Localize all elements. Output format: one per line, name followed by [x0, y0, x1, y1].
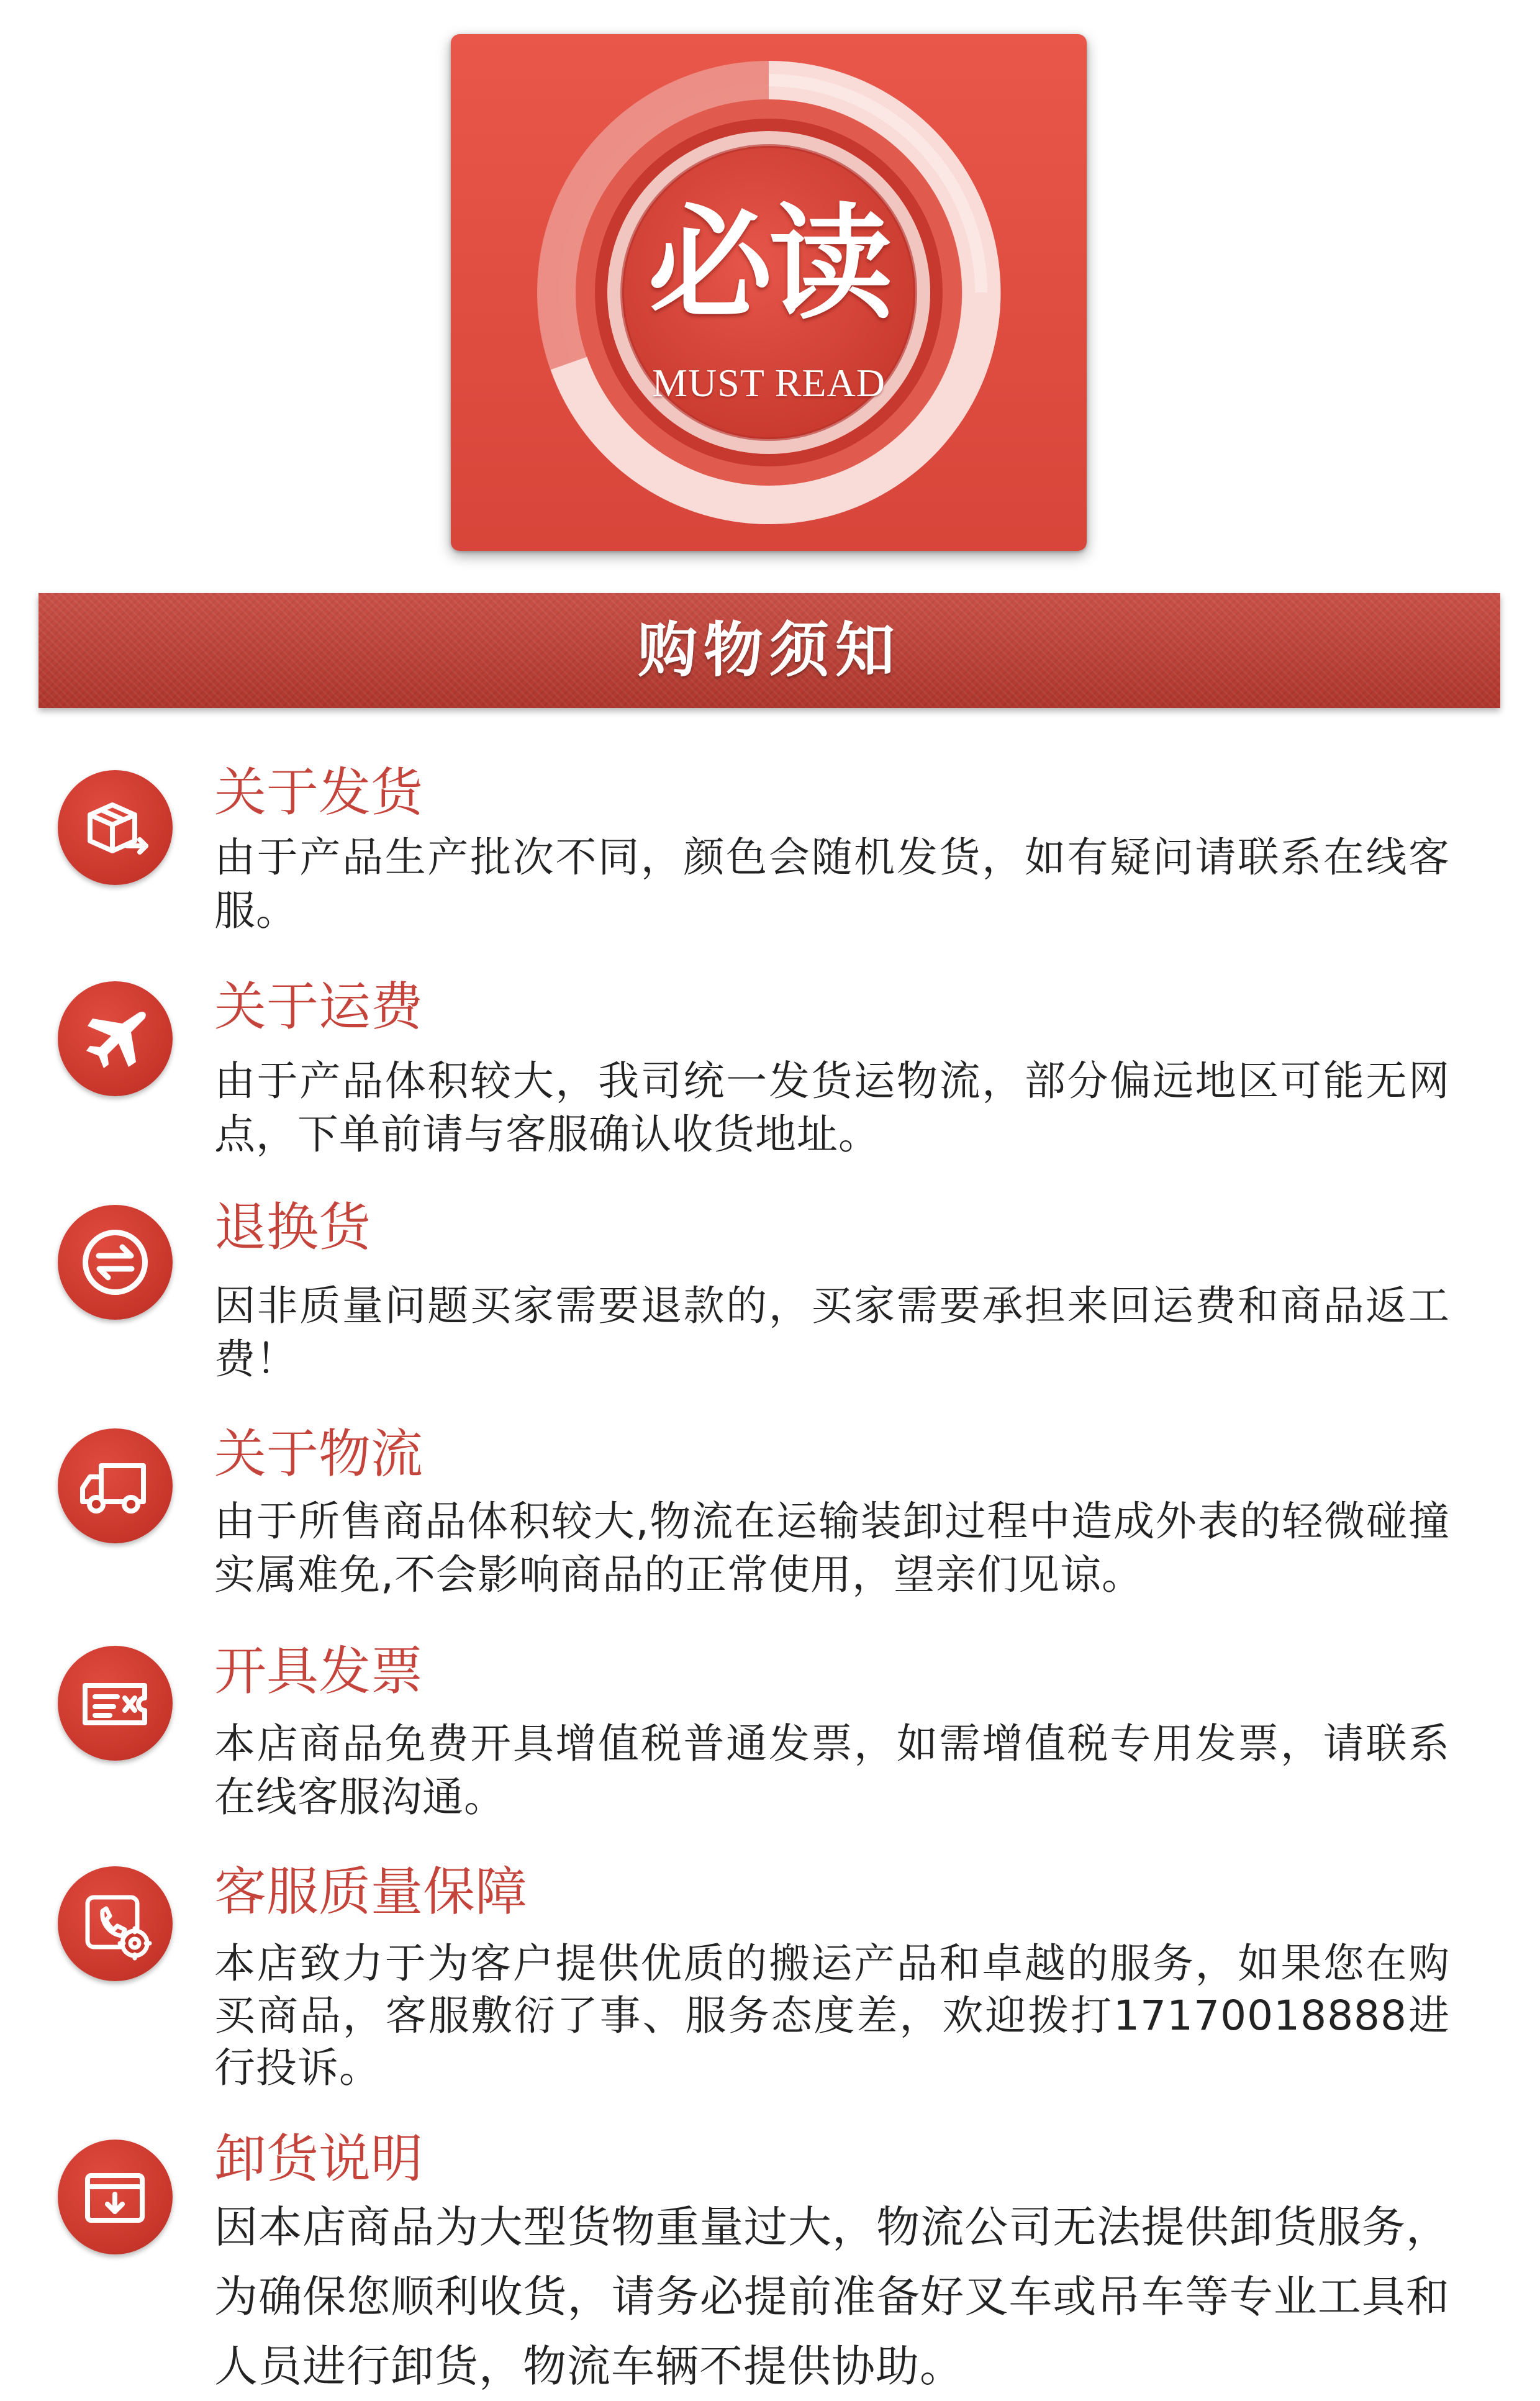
airplane-icon: [58, 981, 173, 1096]
item-title: 退换货: [214, 1197, 371, 1258]
item-description: 因本店商品为大型货物重量过大，物流公司无法提供卸货服务，为确保您顺利收货，请务必提前准备好叉车或吊车等专业工具和人员进行卸货，物流车辆不提供协助。: [214, 2202, 1450, 2392]
item-title: 客服质量保障: [214, 1861, 528, 1922]
invoice-ticket-icon: [58, 1646, 173, 1761]
item-description: 本店致力于为客户提供优质的搬运产品和卓越的服务，如果您在购买商品，客服敷衍了事、服务态度差，欢迎拨打17170018888进行投诉。: [214, 1940, 1450, 2092]
item-title: 卸货说明: [214, 2128, 424, 2189]
exchange-icon: [58, 1205, 173, 1320]
badge-title: 必读: [648, 191, 889, 337]
item-description: 由于产品生产批次不同，颜色会随机发货，如有疑问请联系在线客服。: [214, 833, 1450, 935]
package-delivery-icon: [58, 770, 173, 885]
item-description: 由于产品体积较大，我司统一发货运物流，部分偏远地区可能无网点，下单前请与客服确认收货地址。: [214, 1057, 1450, 1158]
truck-icon: [58, 1428, 173, 1543]
item-description: 由于所售商品体积较大,物流在运输装卸过程中造成外表的轻微碰撞实属难免,不会影响商品的正常使用，望亲们见谅。: [214, 1497, 1450, 1599]
customer-service-phone-icon: [58, 1866, 173, 1981]
shopping-notice-banner: [38, 593, 1500, 708]
item-title: 开具发票: [214, 1641, 424, 1702]
badge-subtitle: MUST READ: [652, 361, 886, 405]
item-title: 关于运费: [214, 976, 424, 1037]
unload-box-icon: [58, 2140, 173, 2254]
banner-title: 购物须知: [638, 615, 901, 685]
item-title: 关于物流: [214, 1423, 424, 1484]
item-title: 关于发货: [214, 762, 424, 823]
item-description: 本店商品免费开具增值税普通发票，如需增值税专用发票，请联系在线客服沟通。: [214, 1720, 1450, 1821]
item-description: 因非质量问题买家需要退款的，买家需要承担来回运费和商品返工费！: [214, 1282, 1450, 1383]
must-read-badge: [451, 34, 1087, 551]
